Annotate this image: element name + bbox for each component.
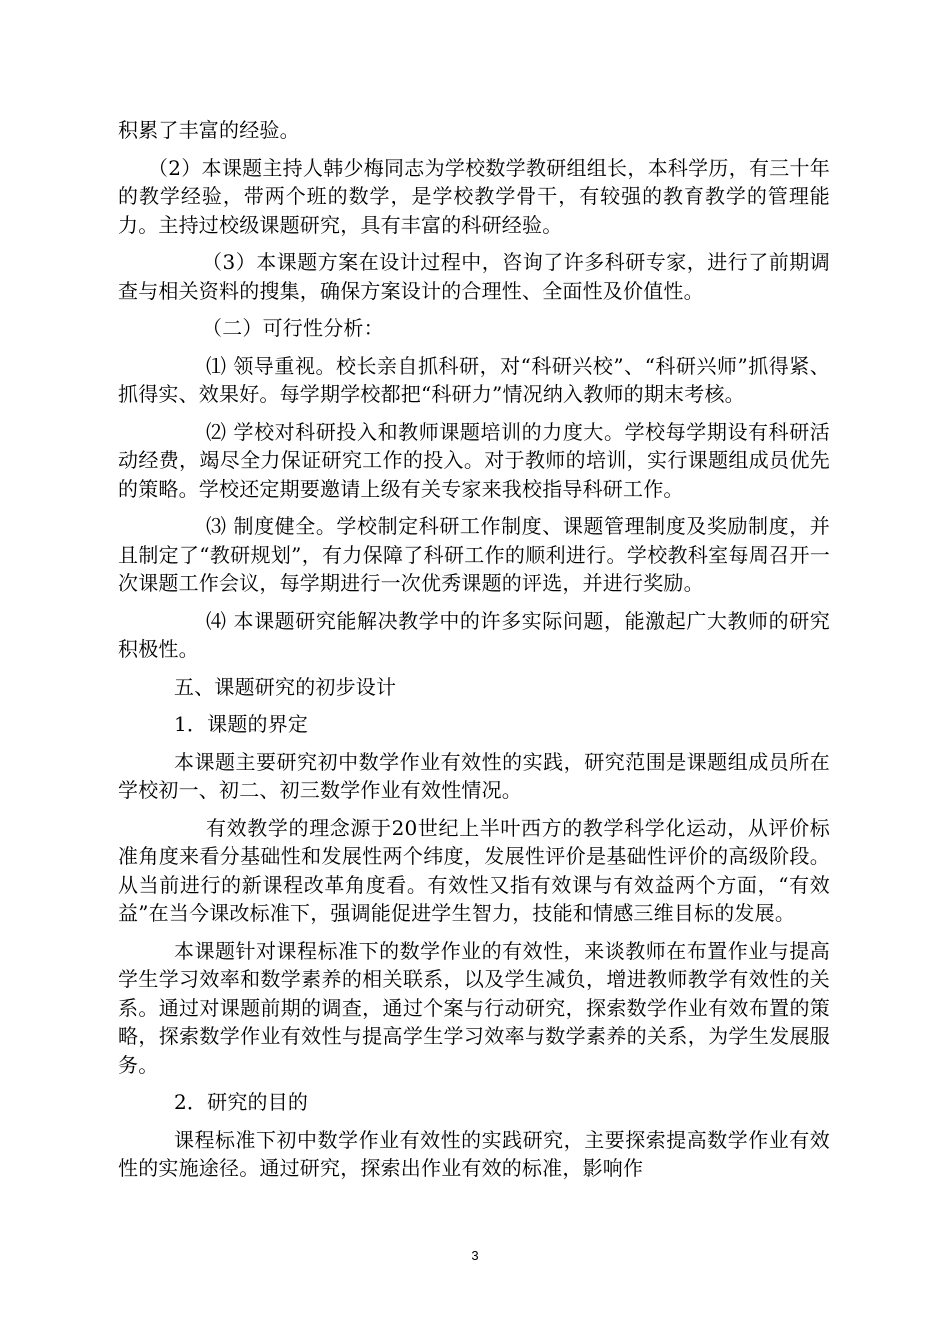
paragraph-effective-teaching: 有效教学的理念源于20世纪上半叶西方的教学科学化运动，从评价标准角度来看分基础性和发展性两个纬度，发展性评价是基础性评价的高级阶段。从当前进行的新课程改革角度看。有效性又指有效课与有效益两个方面，“有效益”在当今课改标准下，强调能促进学生智力，技能和情感三维目标的发展。 <box>118 815 830 925</box>
paragraph-investment: ⑵ 学校对科研投入和教师课题培训的力度大。学校每学期设有科研活动经费，竭尽全力保证研究工作的投入。对于教师的培训，实行课题组成员优先的策略。学校还定期要邀请上级有关专家来我校指导科研工作。 <box>118 419 830 501</box>
subheading-definition: 1．课题的界定 <box>174 712 309 736</box>
paragraph-leadership: ⑴ 领导重视。校长亲自抓科研，对“科研兴校”、“科研兴师”抓得紧、抓得实、效果好。每学期学校都把“科研力”情况纳入教师的期末考核。 <box>118 353 830 406</box>
paragraph-homework-effectiveness: 本课题针对课程标准下的数学作业的有效性，来谈教师在布置作业与提高学生学习效率和数学素养的相关联系，以及学生减负，增进教师教学有效性的关系。通过对课题前期的调查，通过个案与行动研究，探索数学作业有效布置的策略，探索数学作业有效性与提高学生学习效率与数学素养的关系，为学生发展服务。 <box>118 938 830 1077</box>
paragraph-purpose: 课程标准下初中数学作业有效性的实践研究，主要探索提高数学作业有效性的实施途径。通过研究，探索出作业有效的标准，影响作 <box>118 1127 830 1180</box>
paragraph-research-scope: 本课题主要研究初中数学作业有效性的实践，研究范围是课题组成员所在学校初一、初二、初三数学作业有效性情况。 <box>118 749 830 802</box>
paragraph-host-qualification: （2）本课题主持人韩少梅同志为学校数学教研组组长，本科学历，有三十年的教学经验，带两个班的数学，是学校教学骨干，有较强的教育教学的管理能力。主持过校级课题研究，具有丰富的科研经验。 <box>118 155 830 237</box>
paragraph-continuation: 积累了丰富的经验。 <box>118 118 300 142</box>
document-body <box>118 116 830 1192</box>
paragraph-system: ⑶ 制度健全。学校制定科研工作制度、课题管理制度及奖励制度，并且制定了“教研规划”，有力保障了科研工作的顺利进行。学校教科室每周召开一次课题工作会议，每学期进行一次优秀课题的评选，并进行奖励。 <box>118 514 830 595</box>
paragraph-plan-design: （3）本课题方案在设计过程中，咨询了许多科研专家，进行了前期调查与相关资料的搜集，确保方案设计的合理性、全面性及价值性。 <box>118 250 830 303</box>
section-heading-feasibility: （二）可行性分析： <box>202 316 384 340</box>
section-heading-preliminary-design: 五、课题研究的初步设计 <box>174 674 397 699</box>
page-number: 3 <box>471 1248 479 1263</box>
paragraph-practical-problems: ⑷ 本课题研究能解决教学中的许多实际问题，能激起广大教师的研究积极性。 <box>118 608 830 661</box>
subheading-purpose: 2．研究的目的 <box>174 1090 309 1114</box>
